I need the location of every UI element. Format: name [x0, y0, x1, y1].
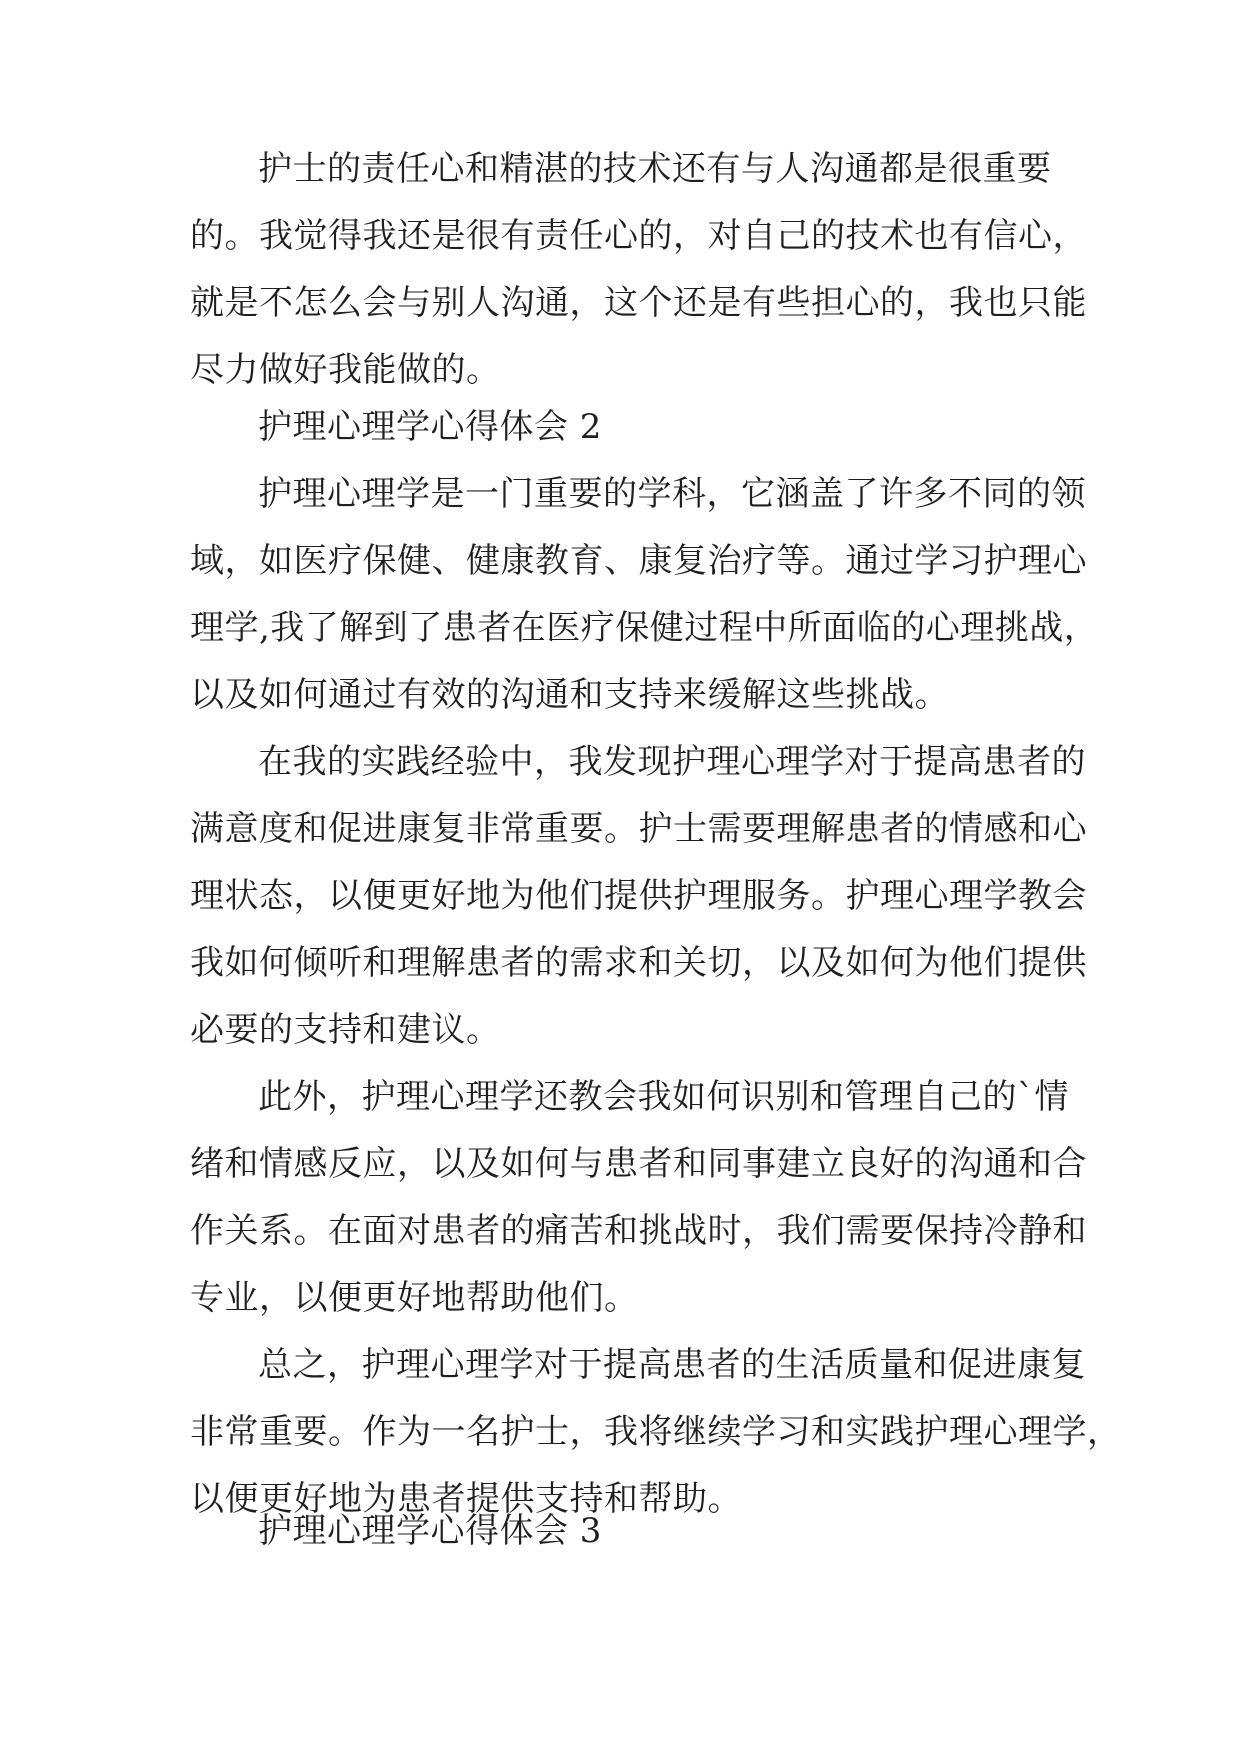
paragraph — [190, 729, 1087, 1064]
paragraph-line: 绪和情感反应，以及如何与患者和同事建立良好的沟通和合 — [190, 1144, 1087, 1184]
paragraph-line: 此外，护理心理学还教会我如何识别和管理自己的`情 — [258, 1077, 1069, 1117]
section-2 — [190, 394, 1122, 1533]
paragraph-line: 就是不怎么会与别人沟通，这个还是有些担心的，我也只能 — [190, 283, 1087, 323]
paragraph-line: 总之，护理心理学对于提高患者的生活质量和促进康复 — [258, 1345, 1086, 1385]
paragraph-line: 的。我觉得我还是很有责任心的，对自己的技术也有信心， — [190, 216, 1087, 256]
paragraph — [190, 1064, 1087, 1332]
paragraph-line: 尽力做好我能做的。 — [190, 350, 501, 390]
paragraph-line: 域，如医疗保健、健康教育、康复治疗等。通过学习护理心 — [190, 541, 1087, 581]
paragraph-line: 理状态，以便更好地为他们提供护理服务。护理心理学教会 — [190, 876, 1087, 916]
paragraph-line: 在我的实践经验中，我发现护理心理学对于提高患者的 — [258, 742, 1086, 782]
paragraph-line: 以及如何通过有效的沟通和支持来缓解这些挑战。 — [190, 675, 949, 715]
paragraph-line: 作关系。在面对患者的痛苦和挑战时，我们需要保持冷静和 — [190, 1211, 1087, 1251]
paragraph-line: 护士的责任心和精湛的技术还有与人沟通都是很重要 — [258, 149, 1052, 189]
paragraph-line: 必要的支持和建议。 — [190, 1010, 501, 1050]
section-heading: 护理心理学心得体会 3 — [258, 1511, 602, 1551]
paragraph — [190, 461, 1099, 729]
paragraph-line: 满意度和促进康复非常重要。护士需要理解患者的情感和心 — [190, 809, 1087, 849]
paragraph-line: 以便更好地为患者提供支持和帮助。 — [190, 1479, 742, 1519]
paragraph-line: 非常重要。作为一名护士，我将继续学习和实践护理心理学， — [190, 1412, 1122, 1452]
section-1-tail — [190, 136, 1087, 404]
section-heading: 护理心理学心得体会 2 — [258, 407, 602, 447]
paragraph-line: 理学,我了解到了患者在医疗保健过程中所面临的心理挑战， — [190, 608, 1099, 648]
paragraph-line: 专业，以便更好地帮助他们。 — [190, 1278, 639, 1318]
paragraph-line: 我如何倾听和理解患者的需求和关切，以及如何为他们提供 — [190, 943, 1087, 983]
paragraph-line: 护理心理学是一门重要的学科，它涵盖了许多不同的领 — [258, 474, 1086, 514]
section-3 — [190, 1498, 1060, 1565]
